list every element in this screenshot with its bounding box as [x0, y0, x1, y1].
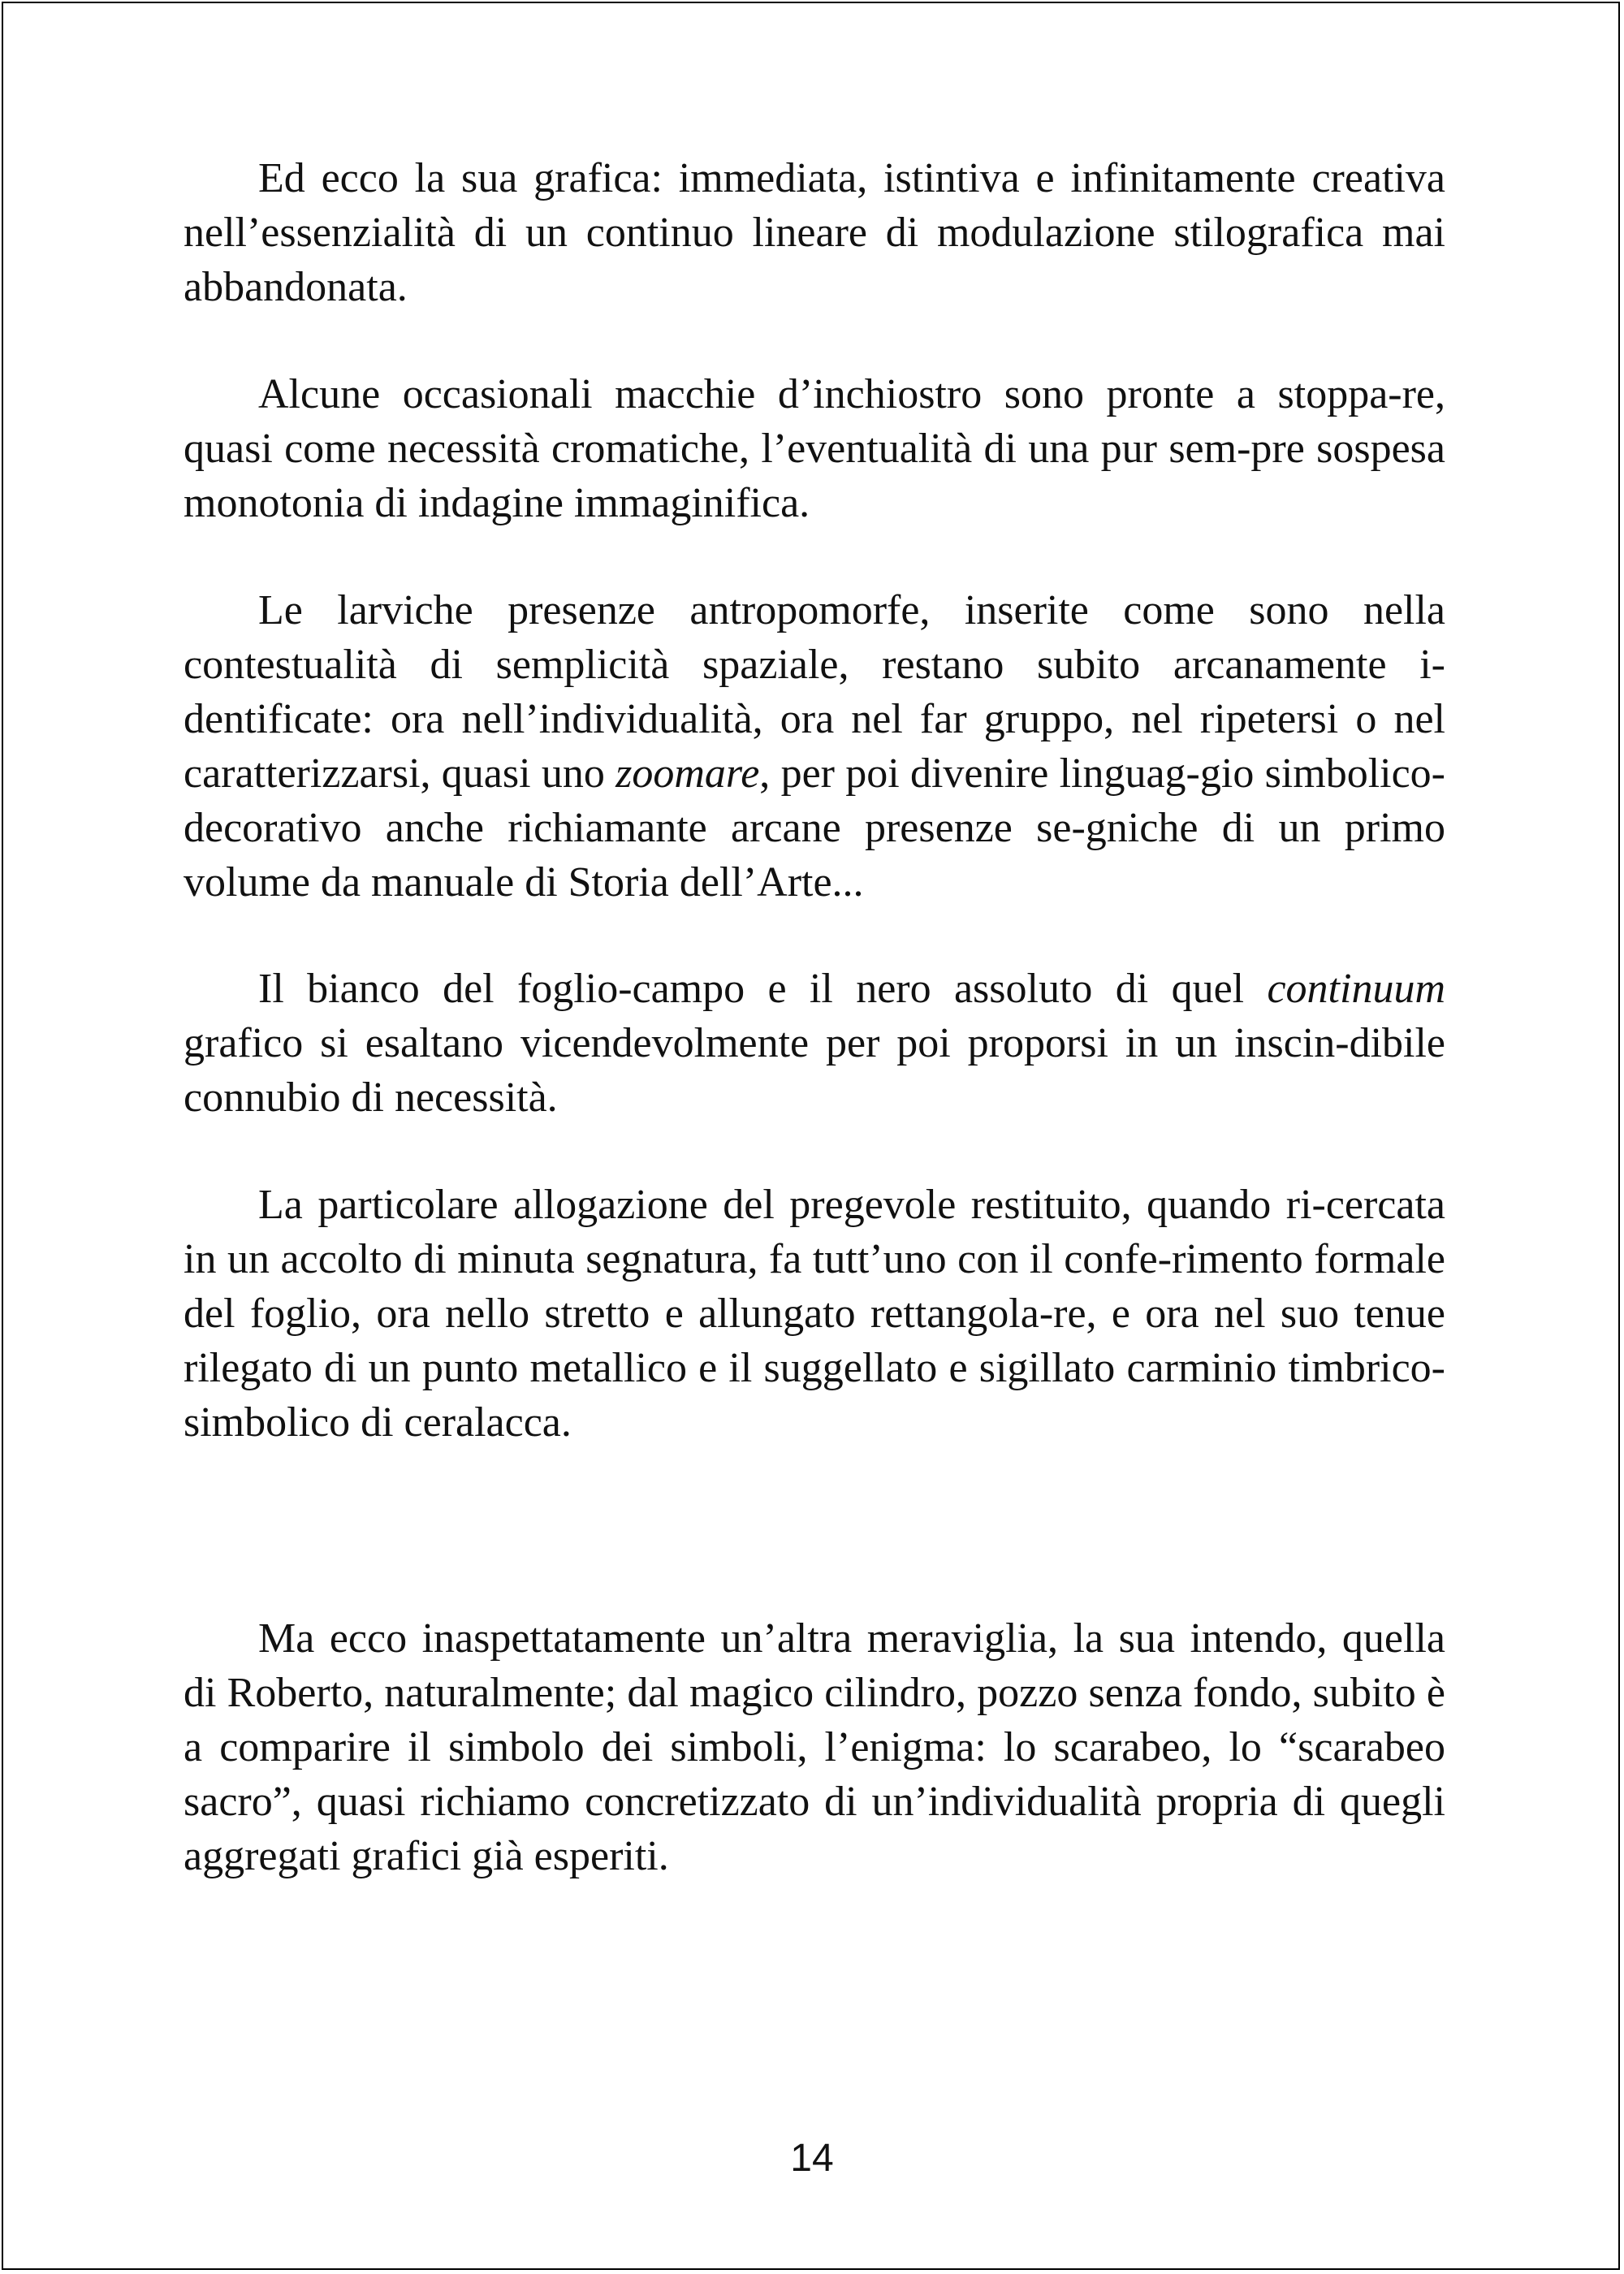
paragraph-3-text — [184, 583, 1445, 910]
paragraph-1-text: Ed ecco la sua grafica: immediata, istintiva e infinitamente creativa nell’essenzialità di un continuo lineare di modulazione stilografica mai abbandonata. — [184, 155, 1445, 310]
paragraph-3-text-end: , per poi divenire linguag-gio simbolico-decorativo anche richiamante arcane presenze se-gniche di un primo volume da manuale di Storia dell’Arte... — [184, 750, 1445, 906]
paragraph-6-text: Ma ecco inaspettatamente un’altra meraviglia, la sua intendo, quella di Roberto, naturalmente; dal magico cilindro, pozzo senza fondo, subito è a comparire il simbolo dei simboli, l’enigma: lo scarabeo, lo “scarabeo sacro”, quasi richiamo concretizzato di un’individualità propria di quegli aggregati grafici già esperiti. — [184, 1615, 1445, 1879]
paragraph-4-text-end: grafico si esaltano vicendevolmente per poi proporsi in un inscin-dibile connubio di necessità. — [184, 1020, 1445, 1121]
italic-term-zoomare: zoomare — [615, 750, 760, 797]
paragraph-3 — [184, 583, 1445, 910]
italic-term-continuum: continuum — [1267, 966, 1445, 1012]
paragraph-1 — [184, 151, 1445, 314]
page-number: 14 — [790, 2137, 834, 2180]
paragraph-2-text: Alcune occasionali macchie d’inchiostro sono pronte a stoppa-re, quasi come necessità cromatiche, l’eventualità di una pur sem-pre sospesa monotonia di indagine immaginifica. — [184, 371, 1445, 526]
page-border — [2, 2, 1620, 2270]
paragraph-6 — [184, 1611, 1445, 1883]
paragraph-2 — [184, 367, 1445, 530]
paragraph-5-text: La particolare allogazione del pregevole restituito, quando ri-cercata in un accolto di minuta segnatura, fa tutt’uno con il confe-rimento formale del foglio, ora nello stretto e allungato rettangola-re, e ora nel suo tenue rilegato di un punto metallico e il suggellato e sigillato carminio timbrico-simbolico di ceralacca. — [184, 1182, 1445, 1446]
paragraph-5 — [184, 1178, 1445, 1450]
paragraph-3-text-start: Le larviche presenze antropomorfe, inserite come sono nella contestualità di semplicità spaziale, restano subito arcanamente i-dentificate: ora nell’individualità, ora nel far gruppo, nel ripetersi o nel caratterizzarsi, quasi uno — [184, 587, 1445, 797]
paragraph-4 — [184, 962, 1445, 1125]
paragraph-4-text-start: Il bianco del foglio-campo e il nero assoluto di quel — [258, 966, 1268, 1012]
paragraph-4-text — [184, 962, 1445, 1125]
